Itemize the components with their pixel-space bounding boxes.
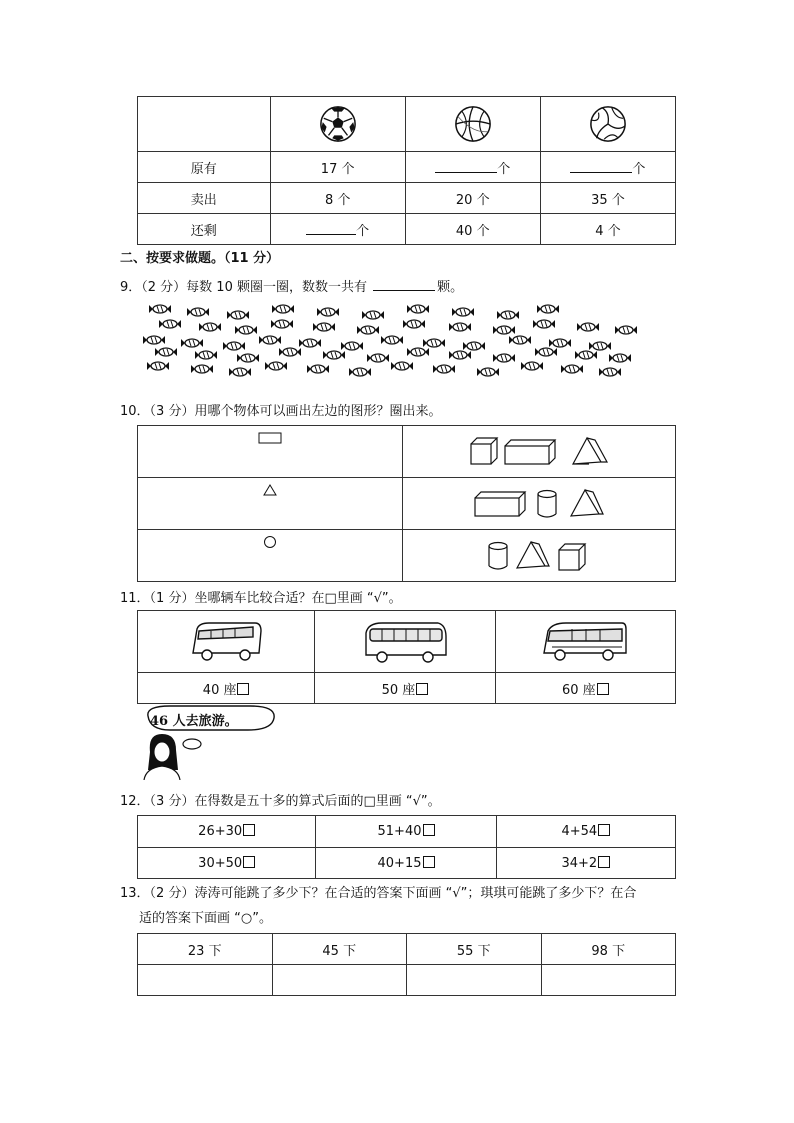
table-cell: 17 个 <box>270 152 405 183</box>
objects-cylinder-prism-cube <box>487 538 591 574</box>
candy-icon <box>155 348 177 356</box>
candy-icon <box>149 305 171 313</box>
candy-field <box>138 300 638 384</box>
question-13-line1: 13．（2 分）涛涛可能跳了多少下？在合适的答案下面画 “√”；琪琪可能跳了多少下？在合 <box>120 886 637 901</box>
candy-icon <box>349 368 371 376</box>
objects-cuboid-cylinder-prism <box>473 486 605 522</box>
objects-cell <box>402 426 675 478</box>
rectangle-shape-icon <box>258 432 282 444</box>
candy-icon <box>493 326 515 334</box>
candy-icon <box>449 351 471 359</box>
bus-option-cell: 60 座 <box>495 673 675 704</box>
table-cell: 40 个 <box>405 214 540 245</box>
candy-icon <box>533 320 555 328</box>
candy-icon <box>341 342 363 350</box>
table-cell: 20 个 <box>405 183 540 214</box>
candy-icon <box>237 354 259 362</box>
candy-icon <box>433 365 455 373</box>
candy-icon <box>223 342 245 350</box>
candy-icon <box>452 308 474 316</box>
answer-checkbox[interactable] <box>237 683 249 695</box>
bus-40-icon <box>189 619 263 665</box>
objects-cube-cuboid-prism <box>469 434 609 470</box>
basketball-icon <box>454 105 492 143</box>
candy-icon <box>497 311 519 319</box>
candy-icon <box>299 339 321 347</box>
shape-table <box>137 425 676 582</box>
candy-icon <box>403 320 425 328</box>
candy-icon <box>493 354 515 362</box>
candy-icon <box>463 342 485 350</box>
section-title: 二、按要求做题。（11 分） <box>120 251 280 266</box>
answer-checkbox[interactable] <box>416 683 428 695</box>
jump-option: 55 下 <box>407 934 542 965</box>
candy-icon <box>265 362 287 370</box>
table-cell: 8 个 <box>270 183 405 214</box>
candy-icon <box>227 311 249 319</box>
bus-image-cell <box>138 611 315 673</box>
bus-table <box>137 610 676 704</box>
bus-option-cell: 50 座 <box>315 673 495 704</box>
answer-checkbox[interactable] <box>598 856 610 868</box>
jump-option: 98 下 <box>541 934 676 965</box>
bus-60-icon <box>542 619 628 665</box>
question-10: 10．（3 分）用哪个物体可以画出左边的图形？圈出来。 <box>120 404 442 419</box>
objects-cell <box>402 530 675 582</box>
answer-cell[interactable] <box>541 965 676 996</box>
candy-icon <box>271 320 293 328</box>
candy-icon <box>391 362 413 370</box>
candy-icon <box>272 305 294 313</box>
candy-icon <box>279 348 301 356</box>
candy-icon <box>509 336 531 344</box>
triangle-shape-icon <box>263 484 277 496</box>
candy-icon <box>535 348 557 356</box>
answer-blank[interactable] <box>435 160 497 173</box>
header-empty-cell <box>138 97 271 152</box>
row-label: 原有 <box>138 152 271 183</box>
answer-blank[interactable] <box>373 278 435 291</box>
answer-cell[interactable] <box>138 965 273 996</box>
shape-cell <box>138 478 403 530</box>
candy-icon <box>589 342 611 350</box>
candy-icon <box>195 351 217 359</box>
table-cell: 个 <box>405 152 540 183</box>
answer-cell[interactable] <box>272 965 407 996</box>
header-basketball-cell <box>405 97 540 152</box>
candy-icon <box>143 336 165 344</box>
jump-option: 23 下 <box>138 934 273 965</box>
question-12: 12．（3 分）在得数是五十多的算式后面的□里画 “√”。 <box>120 794 441 809</box>
table-cell: 个 <box>540 152 675 183</box>
candy-icon <box>575 351 597 359</box>
volleyball-icon <box>589 105 627 143</box>
candy-icon <box>609 354 631 362</box>
table-cell: 个 <box>270 214 405 245</box>
jump-option: 45 下 <box>272 934 407 965</box>
candy-icon <box>191 365 213 373</box>
candy-icon <box>407 348 429 356</box>
candy-icon <box>599 368 621 376</box>
answer-checkbox[interactable] <box>598 824 610 836</box>
candy-icon <box>199 323 221 331</box>
candy-icon <box>615 326 637 334</box>
candy-icon <box>407 305 429 313</box>
shape-cell <box>138 530 403 582</box>
table-cell: 35 个 <box>540 183 675 214</box>
candy-icon <box>537 305 559 313</box>
table-cell: 4 个 <box>540 214 675 245</box>
candy-icon <box>362 311 384 319</box>
candy-icon <box>317 308 339 316</box>
question-9: 9．（2 分）每数 10 颗圈一圈，数数一共有 颗。 <box>120 280 464 295</box>
header-volleyball-cell <box>540 97 675 152</box>
candy-icon <box>259 336 281 344</box>
answer-blank[interactable] <box>306 222 356 235</box>
candy-icon <box>147 362 169 370</box>
equation-cell: 51+40 <box>316 816 496 848</box>
question-11: 11．（1 分）坐哪辆车比较合适？在□里画 “√”。 <box>120 591 402 606</box>
candy-icon <box>313 323 335 331</box>
candy-icon <box>307 365 329 373</box>
answer-checkbox[interactable] <box>243 856 255 868</box>
row-label: 还剩 <box>138 214 271 245</box>
candy-icon <box>323 351 345 359</box>
candy-icon <box>357 326 379 334</box>
candy-icon <box>381 336 403 344</box>
answer-checkbox[interactable] <box>243 824 255 836</box>
candy-icon <box>477 368 499 376</box>
candy-icon <box>521 362 543 370</box>
jump-count-table <box>137 933 676 996</box>
candy-icon <box>561 365 583 373</box>
row-label: 卖出 <box>138 183 271 214</box>
answer-checkbox[interactable] <box>597 683 609 695</box>
equation-cell: 34+2 <box>496 848 675 879</box>
candy-icon <box>181 339 203 347</box>
bus-50-icon <box>362 619 448 665</box>
candy-icon <box>577 323 599 331</box>
candy-icon <box>187 308 209 316</box>
question-13-line2: 适的答案下面画 “○”。 <box>139 911 272 926</box>
answer-checkbox[interactable] <box>423 856 435 868</box>
ball-sales-table <box>137 96 676 245</box>
candy-icon <box>423 339 445 347</box>
candy-icon <box>367 354 389 362</box>
speech-bubble-text: 46 人去旅游。 <box>150 714 238 729</box>
shape-cell <box>138 426 403 478</box>
equation-cell: 4+54 <box>496 816 675 848</box>
bus-image-cell <box>495 611 675 673</box>
candy-icon <box>549 339 571 347</box>
candy-icon <box>449 323 471 331</box>
equation-cell: 26+30 <box>138 816 316 848</box>
answer-blank[interactable] <box>570 160 632 173</box>
circle-shape-icon <box>263 535 277 549</box>
objects-cell <box>402 478 675 530</box>
bus-option-cell: 40 座 <box>138 673 315 704</box>
arithmetic-table <box>137 815 676 879</box>
equation-cell: 40+15 <box>316 848 496 879</box>
soccer-ball-icon <box>319 105 357 143</box>
answer-cell[interactable] <box>407 965 542 996</box>
candy-icon <box>229 368 251 376</box>
header-soccer-cell <box>270 97 405 152</box>
equation-cell: 30+50 <box>138 848 316 879</box>
candy-icon <box>235 326 257 334</box>
bus-image-cell <box>315 611 495 673</box>
candy-icon <box>159 320 181 328</box>
answer-checkbox[interactable] <box>423 824 435 836</box>
